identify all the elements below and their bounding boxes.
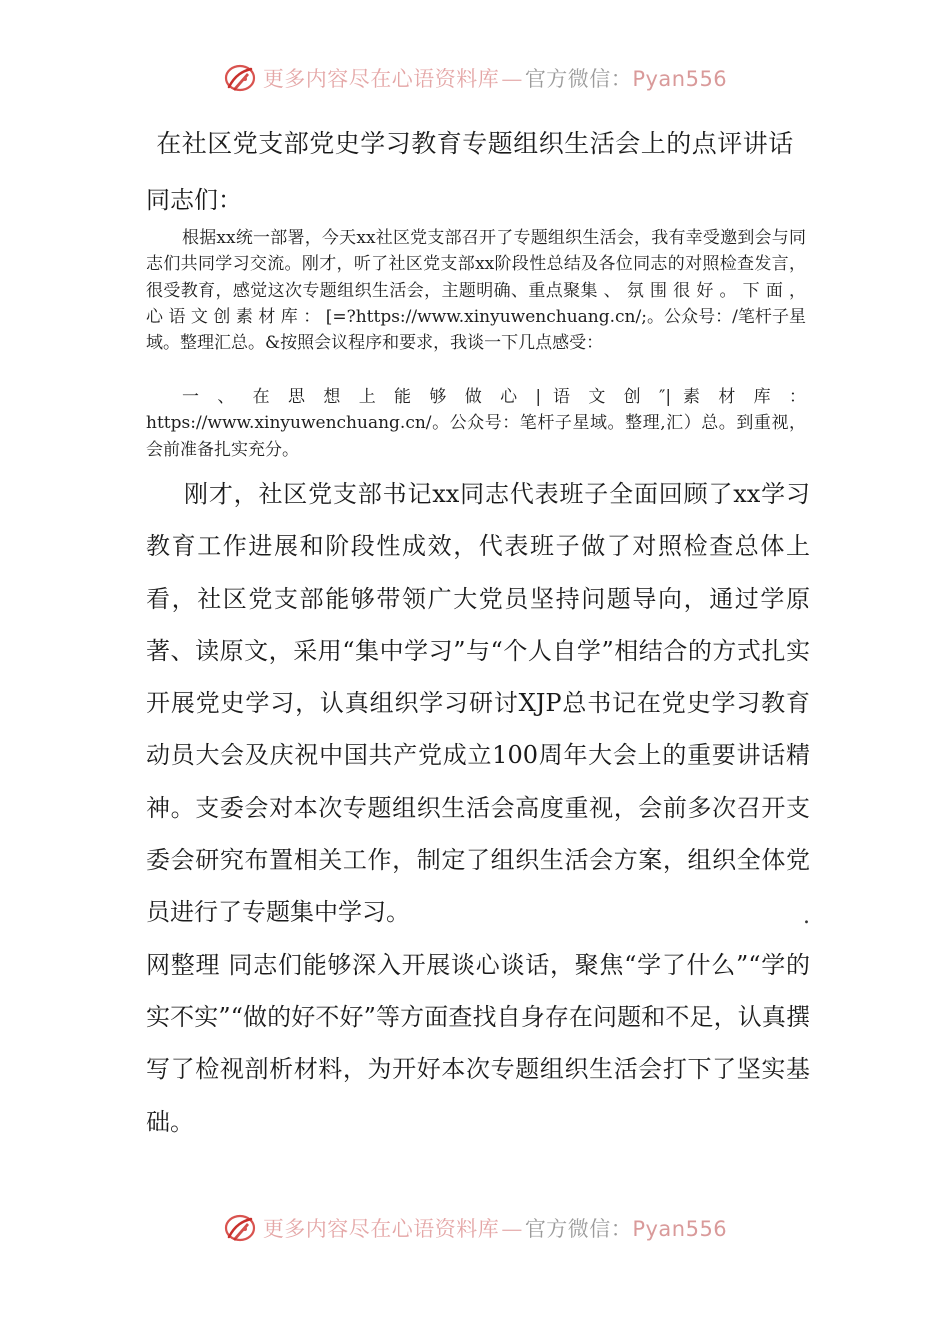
banner-account: Pyan556 xyxy=(632,67,728,91)
banner-separator: — xyxy=(501,1217,523,1241)
header-banner xyxy=(0,58,950,98)
banner-label: 官方微信： xyxy=(524,1217,633,1241)
document-title: 在社区党支部党史学习教育专题组织生活会上的点评讲话 xyxy=(156,129,794,158)
banner-account: Pyan556 xyxy=(632,1217,728,1241)
section-heading-block xyxy=(146,384,806,463)
greeting: 同志们： xyxy=(146,186,242,214)
body-block xyxy=(146,468,810,1148)
banner-site-text: 更多内容尽在心语资料库 xyxy=(262,1217,500,1241)
pen-swirl-logo-icon xyxy=(223,61,257,95)
footer-banner xyxy=(0,1208,950,1248)
banner-text xyxy=(263,1213,727,1243)
stray-dot-mark: . xyxy=(803,904,810,929)
pen-swirl-logo-icon xyxy=(223,1211,257,1245)
banner-text xyxy=(263,63,727,93)
body-paragraph: 刚才，社区党支部书记xx同志代表班子全面回顾了xx学习教育工作进展和阶段性成效，代表班子做了对照检查总体上看，社区党支部能够带领广大党员坚持问题导向，通过学原著、读原文，采用“集中学习”与“个人自学”相结合的方式扎实开展党史学习，认真组织学习研讨XJP总书记在党史学习教育动员大会及庆祝中国共产党成立100周年大会上的重要讲话精神。支委会对本次专题组织生活会高度重视，会前多次召开支委会研究布置相关工作，制定了组织生活会方案，组织全体党员进行了专题集中学习。 xyxy=(146,480,810,927)
intro-block xyxy=(146,225,806,356)
banner-label: 官方微信： xyxy=(524,67,633,91)
banner-separator: — xyxy=(501,67,523,91)
section-heading-paragraph: 一 、 在 思 想 上 能 够 做 心 | 语 文 创 ″| 素 材 库 ： https://www.xinyuwenchuang.cn/。公众号：笔杆子星域。整理,汇）总。到重视，会前准备扎实充分。 xyxy=(146,387,806,460)
banner-site-text: 更多内容尽在心语资料库 xyxy=(262,67,500,91)
continuation-paragraph: 网整理 同志们能够深入开展谈心谈话，聚焦“学了什么”“学的实不实”“做的好不好”等方面查找自身存在问题和不足，认真撰写了检视剖析材料，为开好本次专题组织生活会打下了坚实基础。 xyxy=(146,950,810,1136)
intro-paragraph: 根据xx统一部署，今天xx社区党支部召开了专题组织生活会，我有幸受邀到会与同志们共同学习交流。刚才，听了社区党支部xx阶段性总结及各位同志的对照检查发言，很受教育，感觉这次专题组织生活会，主题明确、重点聚集 、 氛 围 很 好 。 下 面 ， 心 语 文 创 素 材 库 ： [=?https://www.xinyuwenchuang.cn/;。公众号：/笔杆子星域。整理汇总。&按照会议程序和要求，我谈一下几点感受： xyxy=(146,228,806,354)
